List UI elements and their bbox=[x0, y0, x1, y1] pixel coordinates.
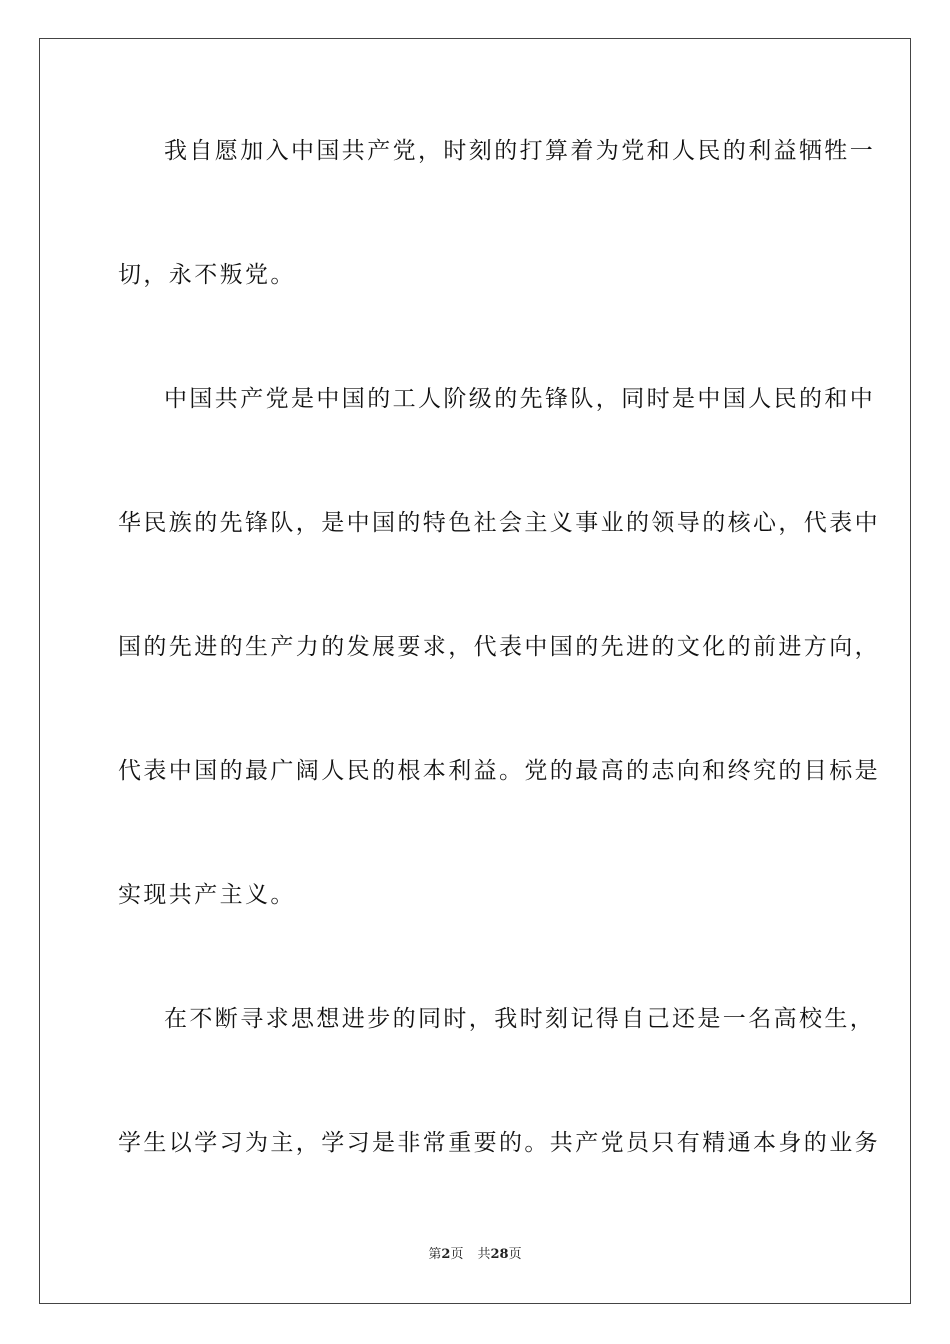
page-number: 2 bbox=[441, 1247, 451, 1262]
page-frame bbox=[39, 38, 911, 1304]
page-number-prefix: 第 bbox=[428, 1247, 442, 1262]
paragraph-2-line-4: 代表中国的最广阔人民的根本利益。党的最高的志向和终究的目标是 bbox=[118, 758, 880, 784]
paragraph-2-line-3: 国的先进的生产力的发展要求，代表中国的先进的文化的前进方向， bbox=[118, 634, 880, 660]
paragraph-2-line-5: 实现共产主义。 bbox=[118, 882, 296, 908]
page-number-suffix: 页 bbox=[450, 1247, 464, 1262]
paragraph-1-line-1: 我自愿加入中国共产党，时刻的打算着为党和人民的利益牺牲一 bbox=[164, 138, 876, 164]
total-pages-prefix: 共 bbox=[477, 1247, 491, 1262]
total-pages: 28 bbox=[490, 1247, 509, 1262]
paragraph-1-line-2: 切，永不叛党。 bbox=[118, 262, 296, 288]
paragraph-2-line-2: 华民族的先锋队，是中国的特色社会主义事业的领导的核心，代表中 bbox=[118, 510, 880, 536]
page-footer bbox=[0, 1246, 950, 1264]
paragraph-3-line-2: 学生以学习为主，学习是非常重要的。共产党员只有精通本身的业务 bbox=[118, 1130, 880, 1156]
paragraph-3-line-1: 在不断寻求思想进步的同时，我时刻记得自己还是一名高校生， bbox=[164, 1006, 876, 1032]
total-pages-suffix: 页 bbox=[508, 1247, 522, 1262]
paragraph-2-line-1: 中国共产党是中国的工人阶级的先锋队，同时是中国人民的和中 bbox=[164, 386, 876, 412]
